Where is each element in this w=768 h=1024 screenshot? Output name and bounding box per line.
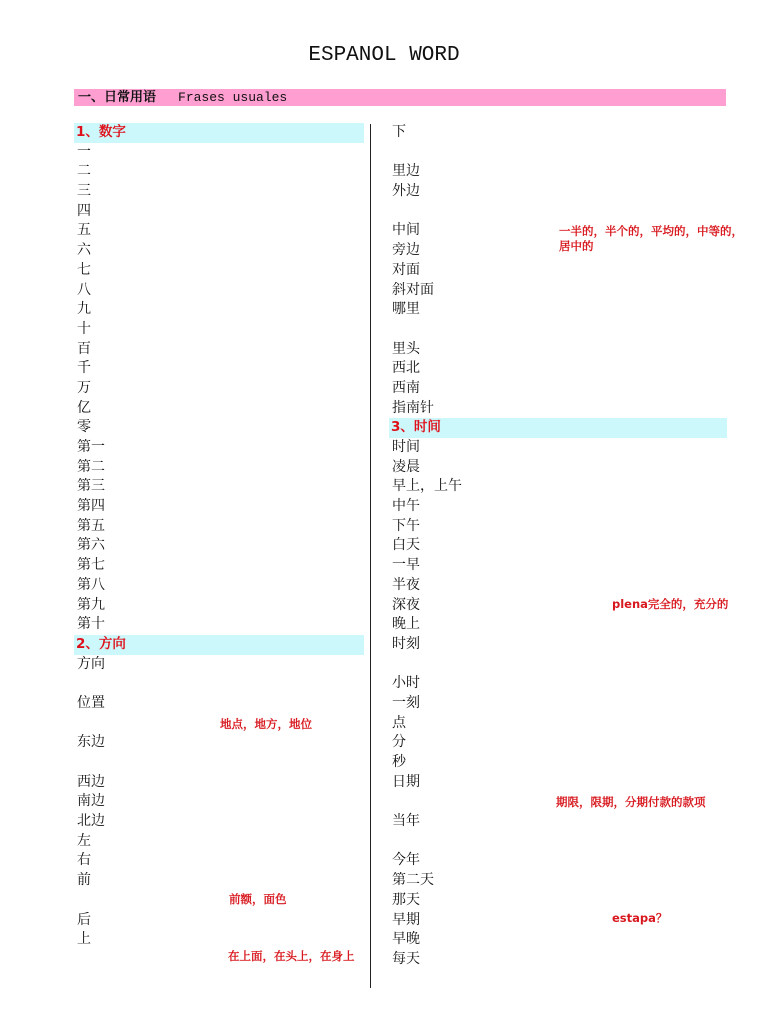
vocab-row	[389, 655, 727, 675]
vocab-row: 西南	[392, 379, 420, 396]
vocab-row: 位置	[77, 694, 105, 711]
vocab-row: 第二	[77, 458, 105, 475]
vocab-row: 三	[77, 183, 91, 200]
vocab-row: 半夜	[392, 576, 420, 593]
vocab-row: 晚上	[392, 616, 420, 633]
vocab-row: 那天	[392, 891, 420, 908]
section-title-en: Frases usuales	[178, 90, 288, 105]
vocab-row: 凌晨	[392, 458, 420, 475]
vocab-row: 方向	[77, 655, 105, 672]
vocab-row: 哪里	[392, 301, 420, 318]
vocab-row: 第八	[77, 576, 105, 593]
vocab-row: 每天	[392, 950, 420, 967]
vocab-row: 斜对面	[392, 281, 434, 298]
vocab-row: 左	[77, 832, 91, 849]
note-zhongjian: 一半的，半个的，平均的，中等的，居中的	[559, 224, 743, 253]
vocab-row: 六	[77, 242, 91, 259]
vocab-row: 第九	[77, 596, 105, 613]
vocab-row: 下	[392, 124, 406, 140]
vocab-row: 旁边	[392, 242, 420, 259]
vocab-row: 第四	[77, 498, 105, 515]
vocab-row: 上	[77, 931, 91, 948]
vocab-row: 万	[77, 379, 91, 396]
vocab-row: 亿	[77, 399, 91, 416]
vocab-row: 第一	[77, 439, 105, 455]
vocab-row	[74, 753, 364, 773]
vocab-row: 小时	[392, 675, 420, 692]
vocab-row: 分	[392, 734, 406, 751]
section-title-cn: 一、日常用语	[78, 90, 157, 105]
vocab-row: 时间	[392, 439, 420, 455]
vocab-row: 南边	[77, 793, 105, 810]
vocab-row: 点	[392, 714, 406, 731]
vocab-row: 今年	[392, 852, 420, 869]
vocab-row: 前	[77, 872, 91, 889]
vocab-row: 第三	[77, 478, 105, 495]
vocab-row: 北边	[77, 813, 105, 830]
note-qian: 前额，面色	[229, 892, 287, 906]
note-weizhi: 地点，地方，地位	[220, 717, 312, 731]
vocab-row: 西边	[77, 773, 105, 790]
vocab-row: 早晚	[392, 931, 420, 948]
vocab-row: 四	[77, 202, 91, 219]
note-shang: 在上面，在头上，在身上	[228, 949, 355, 963]
vocab-row: 七	[77, 261, 91, 278]
vocab-row: 零	[77, 419, 91, 436]
vocab-row: 第六	[77, 537, 105, 554]
vocab-row: 后	[77, 911, 91, 928]
vocab-row: 第二天	[392, 872, 434, 889]
vocab-row: 西北	[392, 360, 420, 377]
vocab-row: 日期	[392, 773, 420, 790]
vocab-row: 第七	[77, 557, 105, 574]
left-column	[74, 123, 364, 950]
vocab-row	[74, 891, 364, 911]
vocab-row: 百	[77, 340, 91, 357]
vocab-row: 第十	[77, 616, 105, 633]
vocab-row: 白天	[392, 537, 420, 554]
vocab-row: 里头	[392, 340, 420, 357]
note-zaoqi: estapa？	[612, 911, 668, 925]
vocab-row	[389, 202, 727, 222]
vocab-row: 第五	[77, 517, 105, 534]
vocab-row: 千	[77, 360, 91, 377]
vocab-row: 一	[77, 143, 91, 160]
vocab-row: 九	[77, 301, 91, 318]
vocab-row: 早期	[392, 911, 420, 928]
vocab-row: 一刻	[392, 694, 420, 711]
vocab-row: 外边	[392, 183, 420, 200]
vocab-row: 中午	[392, 498, 420, 515]
document-title: ESPANOL WORD	[308, 44, 460, 67]
vocab-row: 里边	[392, 163, 420, 180]
vocab-row: 对面	[392, 261, 420, 278]
note-riqi: 期限，限期，分期付款的款项	[556, 795, 706, 809]
category-heading: 1、数字	[74, 123, 364, 143]
vocab-row: 东边	[77, 734, 105, 751]
vocab-row	[389, 832, 727, 852]
vocab-row	[74, 674, 364, 694]
section-header	[74, 89, 726, 106]
vocab-row	[389, 320, 727, 340]
vocab-row: 深夜	[392, 596, 420, 613]
category-heading: 2、方向	[74, 635, 364, 655]
vocab-row: 下午	[392, 517, 420, 534]
vocab-row: 中间	[392, 222, 420, 239]
column-divider	[370, 124, 371, 988]
note-shenye: plena完全的，充分的	[612, 597, 729, 611]
vocab-row: 五	[77, 222, 91, 239]
vocab-row: 当年	[392, 813, 420, 830]
vocab-row: 八	[77, 281, 91, 298]
vocab-row: 秒	[392, 754, 406, 770]
category-heading: 3、时间	[389, 418, 727, 438]
vocab-row	[389, 143, 727, 163]
vocab-row: 十	[77, 320, 91, 337]
vocab-row: 二	[77, 163, 91, 180]
vocab-row: 指南针	[392, 399, 434, 416]
vocab-row: 右	[77, 852, 91, 869]
vocab-row: 时刻	[392, 635, 420, 652]
vocab-row: 一早	[392, 557, 420, 574]
vocab-row: 早上，上午	[392, 478, 462, 495]
vocab-row	[74, 714, 364, 734]
